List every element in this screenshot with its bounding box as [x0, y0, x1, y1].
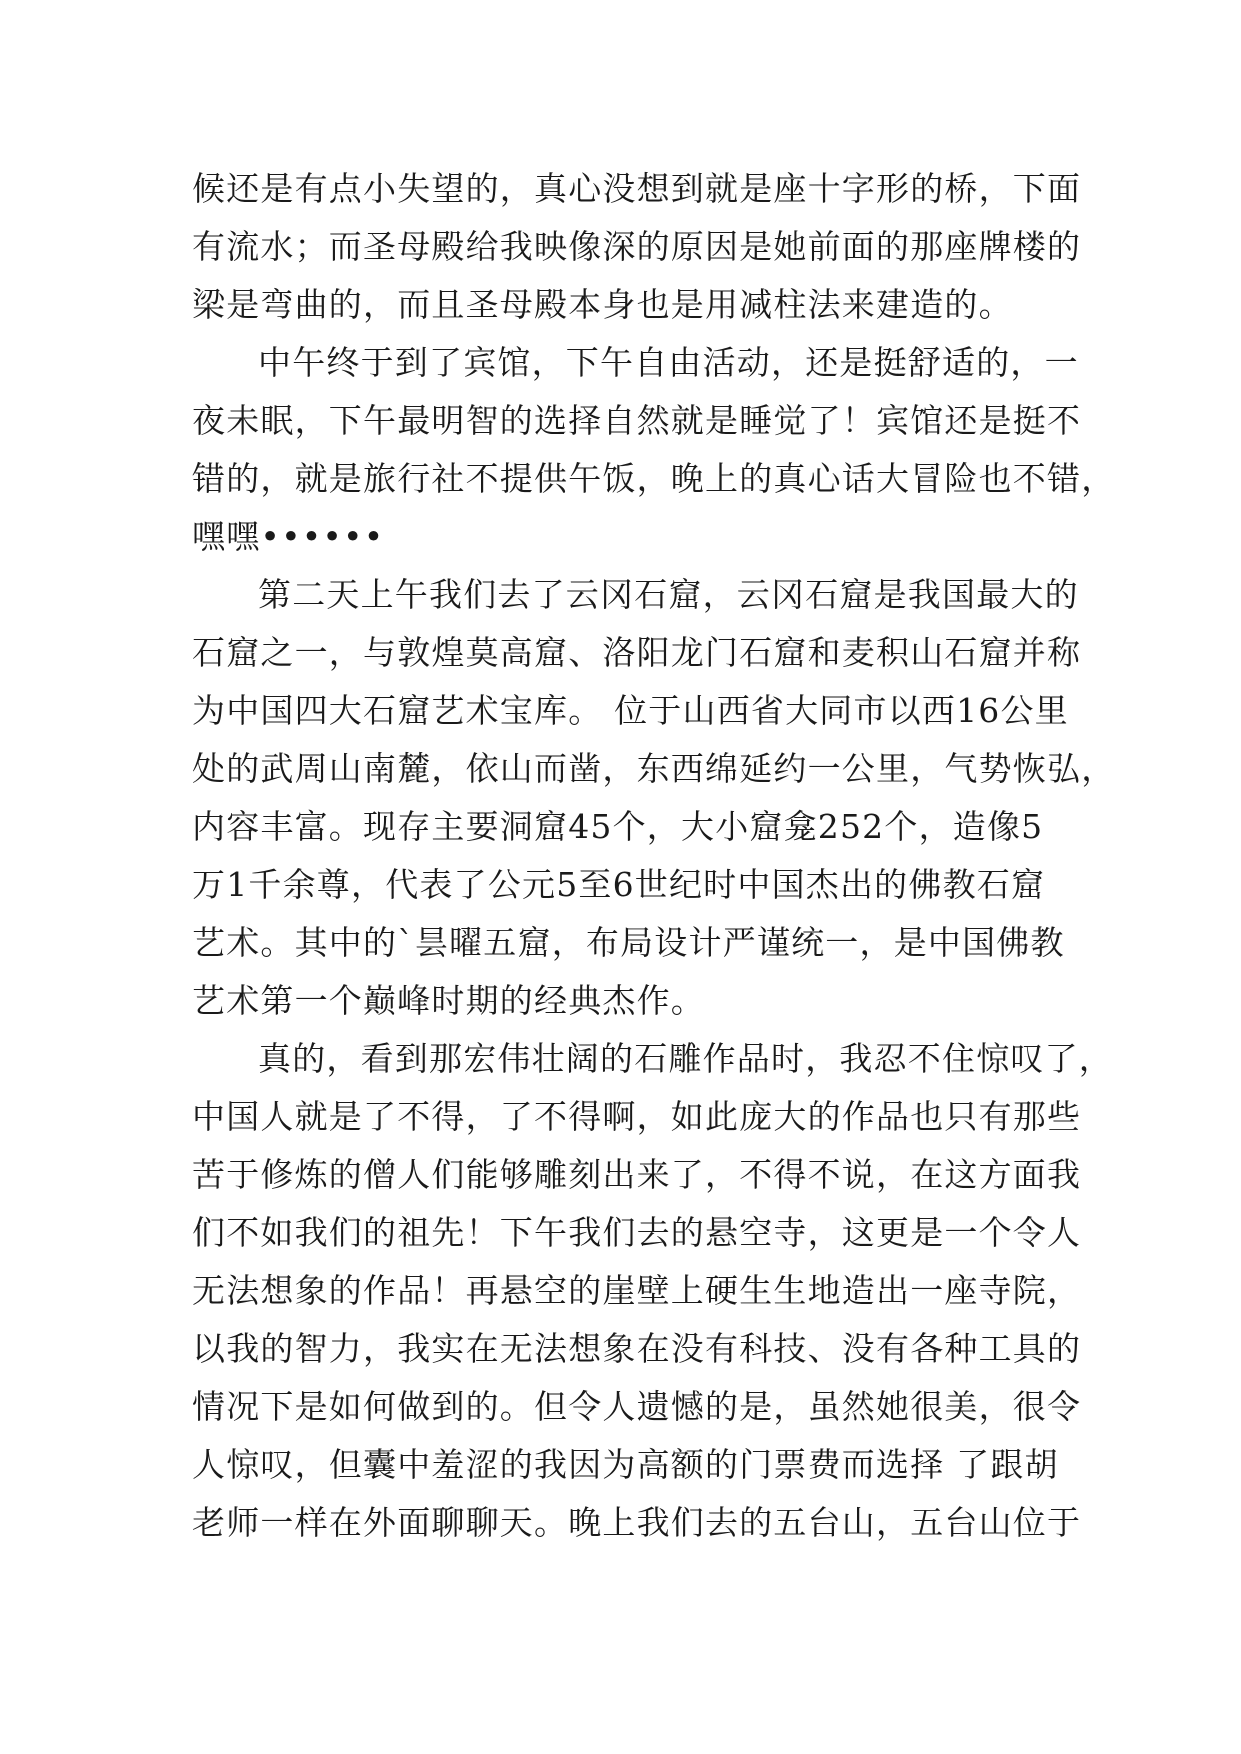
paragraph-line: 有流水；而圣母殿给我映像深的原因是她前面的那座牌楼的 — [192, 227, 1082, 266]
paragraph-line: 以我的智力，我实在无法想象在没有科技、没有各种工具的 — [192, 1329, 1082, 1368]
paragraph-line: 无法想象的作品！再悬空的崖壁上硬生生地造出一座寺院， — [192, 1271, 1082, 1310]
paragraph-line: 人惊叹，但囊中羞涩的我因为高额的门票费而选择 了跟胡 — [192, 1445, 1059, 1484]
document-body — [192, 160, 1116, 1552]
paragraph-line: 艺术。其中的`昙曜五窟，布局设计严谨统一，是中国佛教 — [192, 923, 1065, 962]
paragraph-line: 为中国四大石窟艺术宝库。 位于山西省大同市以西16公里 — [192, 691, 1069, 730]
paragraph-line: 老师一样在外面聊聊天。晚上我们去的五台山，五台山位于 — [192, 1503, 1082, 1542]
paragraph-line: 万1千余尊，代表了公元5至6世纪时中国杰出的佛教石窟 — [192, 865, 1046, 904]
paragraph-line: 艺术第一个巅峰时期的经典杰作。 — [192, 981, 705, 1020]
paragraph-line: 处的武周山南麓，依山而凿，东西绵延约一公里，气势恢弘， — [192, 749, 1116, 788]
paragraph-line: 嘿嘿•••••• — [192, 517, 385, 556]
paragraph-line: 内容丰富。现存主要洞窟45个，大小窟龛252个，造像5 — [192, 807, 1044, 846]
paragraph-line: 第二天上午我们去了云冈石窟，云冈石窟是我国最大的 — [258, 575, 1079, 614]
paragraph-line: 中国人就是了不得，了不得啊，如此庞大的作品也只有那些 — [192, 1097, 1082, 1136]
paragraph-line: 苦于修炼的僧人们能够雕刻出来了，不得不说，在这方面我 — [192, 1155, 1082, 1194]
paragraph-line: 们不如我们的祖先！下午我们去的悬空寺，这更是一个令人 — [192, 1213, 1082, 1252]
paragraph-line: 情况下是如何做到的。但令人遗憾的是，虽然她很美，很令 — [192, 1387, 1082, 1426]
paragraph-line: 石窟之一，与敦煌莫高窟、洛阳龙门石窟和麦积山石窟并称 — [192, 633, 1082, 672]
paragraph-line: 梁是弯曲的，而且圣母殿本身也是用减柱法来建造的。 — [192, 285, 1013, 324]
paragraph-line: 错的，就是旅行社不提供午饭，晚上的真心话大冒险也不错， — [192, 459, 1116, 498]
paragraph-line: 候还是有点小失望的，真心没想到就是座十字形的桥，下面 — [192, 169, 1082, 208]
paragraph-line: 真的，看到那宏伟壮阔的石雕作品时，我忍不住惊叹了， — [258, 1039, 1113, 1078]
paragraph-line: 夜未眠，下午最明智的选择自然就是睡觉了！宾馆还是挺不 — [192, 401, 1082, 440]
paragraph-line: 中午终于到了宾馆，下午自由活动，还是挺舒适的，一 — [258, 343, 1079, 382]
